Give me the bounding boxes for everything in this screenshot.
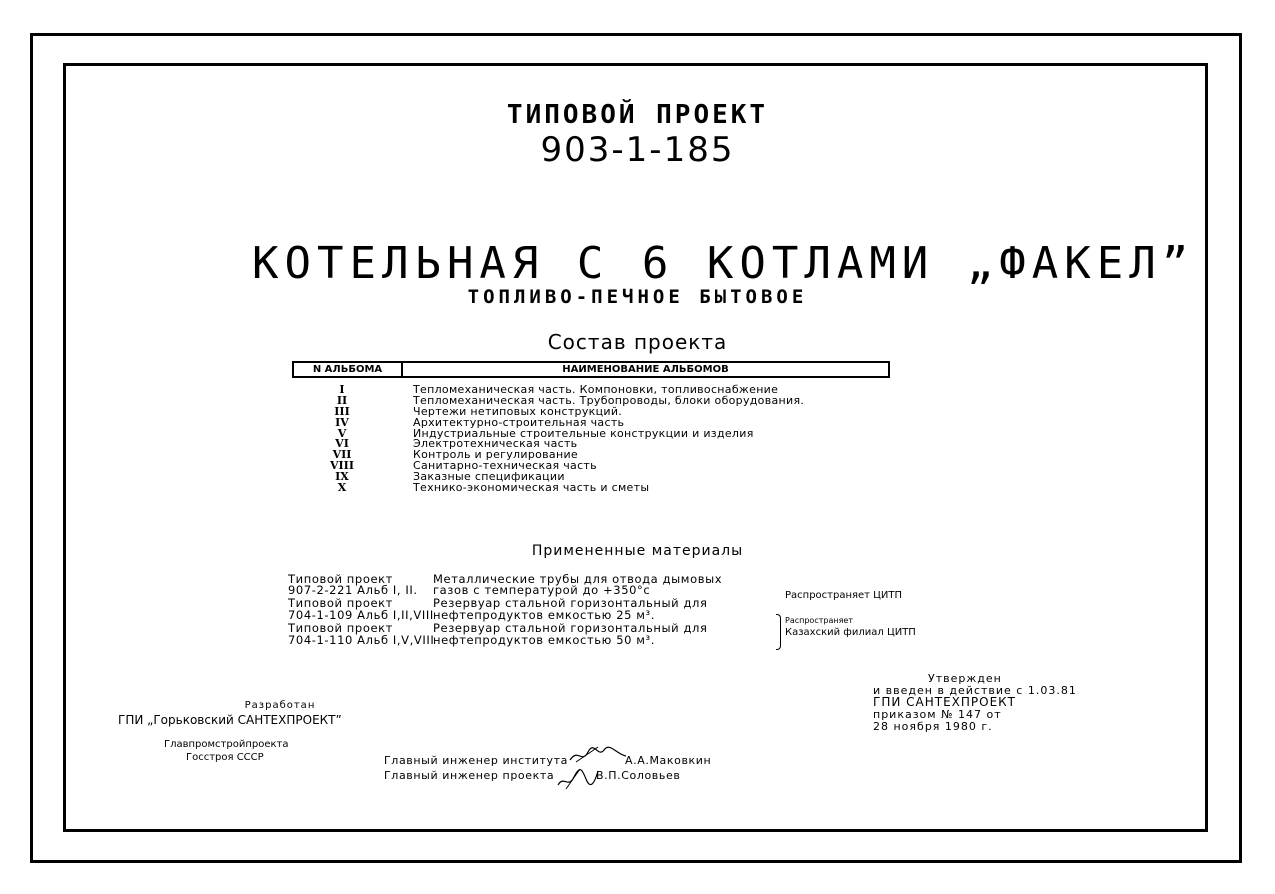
album-number: I bbox=[339, 383, 345, 396]
album-number: IX bbox=[335, 470, 349, 484]
album-name: Заказные спецификации bbox=[413, 470, 565, 484]
album-row bbox=[300, 417, 860, 428]
material-description: Резервуар стальной горизонтальный для bbox=[433, 596, 708, 610]
album-name: Чертежи нетиповых конструкций. bbox=[413, 404, 623, 418]
chief-engineer-project-name: В.П.Соловьев bbox=[596, 769, 681, 782]
material-reference: Типовой проект bbox=[288, 621, 393, 635]
album-row bbox=[300, 428, 860, 439]
material-reference: Типовой проект bbox=[288, 596, 393, 610]
material-reference: 704-1-110 Альб I,V,VIII bbox=[288, 633, 435, 647]
album-row bbox=[300, 460, 860, 471]
album-number: VIII bbox=[330, 459, 354, 473]
material-description: Металлические трубы для отвода дымовых bbox=[433, 572, 723, 586]
album-row bbox=[300, 438, 860, 449]
album-name: Тепломеханическая часть. Компоновки, топливоснабжение bbox=[413, 383, 779, 396]
project-number: 903-1-185 bbox=[540, 130, 735, 170]
albums-table-header bbox=[292, 361, 890, 378]
distributor-kazakh-branch: Казахский филиал ЦИТП bbox=[785, 627, 916, 638]
material-reference: 907-2-221 Альб I, II. bbox=[288, 583, 418, 597]
album-number-column-header: N АЛЬБОМА bbox=[294, 363, 403, 376]
albums-list bbox=[300, 384, 860, 493]
album-number: X bbox=[337, 481, 347, 495]
distributor-label: Распространяет bbox=[785, 616, 853, 625]
developer-label: Разработан bbox=[244, 700, 316, 711]
material-description: нефтепродуктов емкостью 50 м³. bbox=[433, 633, 656, 647]
materials-brace bbox=[776, 614, 781, 650]
album-number: II bbox=[336, 393, 348, 407]
album-number: V bbox=[337, 426, 347, 440]
album-row bbox=[300, 482, 860, 493]
album-name: Контроль и регулирование bbox=[413, 448, 578, 462]
approval-order: приказом № 147 от bbox=[873, 708, 1002, 721]
distributor-citp: Распространяет ЦИТП bbox=[785, 590, 903, 601]
document-title: КОТЕЛЬНАЯ С 6 КОТЛАМИ „ФАКЕЛ” bbox=[252, 238, 1195, 289]
signature-maxovkin bbox=[568, 744, 628, 766]
album-number: VII bbox=[332, 448, 352, 462]
developer-ministry: Главпромстройпроекта bbox=[164, 739, 289, 750]
approval-organization: ГПИ САНТЕХПРОЕКТ bbox=[873, 695, 1017, 709]
document-subtitle: ТОПЛИВО-ПЕЧНОЕ БЫТОВОЕ bbox=[467, 286, 808, 308]
album-name: Санитарно-техническая часть bbox=[413, 459, 597, 473]
album-name: Архитектурно-строительная часть bbox=[413, 415, 625, 429]
developer-gosstroy: Госстроя СССР bbox=[186, 752, 264, 763]
chief-engineer-institute-role: Главный инженер института bbox=[384, 754, 568, 767]
developer-institute: ГПИ „Горьковский САНТЕХПРОЕКТ” bbox=[118, 713, 342, 727]
album-name: Индустриальные строительные конструкции и изделия bbox=[413, 426, 754, 440]
material-description: газов с температурой до +350°с bbox=[433, 583, 651, 597]
approval-effective: и введен в действие с 1.03.81 bbox=[873, 684, 1077, 697]
material-reference: Типовой проект bbox=[288, 572, 393, 586]
album-number: IV bbox=[335, 415, 349, 429]
materials-heading: Примененные материалы bbox=[531, 543, 744, 559]
project-type-label: ТИПОВОЙ ПРОЕКТ bbox=[506, 100, 769, 130]
signature-solovyev bbox=[556, 765, 600, 791]
chief-engineer-project-role: Главный инженер проекта bbox=[384, 769, 555, 782]
material-description: нефтепродуктов емкостью 25 м³. bbox=[433, 608, 656, 622]
material-description: Резервуар стальной горизонтальный для bbox=[433, 621, 708, 635]
album-number: VI bbox=[335, 437, 349, 451]
approval-date: 28 ноября 1980 г. bbox=[873, 720, 993, 733]
material-reference: 704-1-109 Альб I,II,VIII bbox=[288, 608, 434, 622]
album-name: Технико-экономическая часть и сметы bbox=[413, 481, 650, 495]
chief-engineer-institute-name: А.А.Маковкин bbox=[625, 754, 712, 767]
album-name: Электротехническая часть bbox=[413, 437, 578, 451]
album-name-column-header: НАИМЕНОВАНИЕ АЛЬБОМОВ bbox=[562, 364, 729, 375]
approval-label: Утвержден bbox=[928, 672, 1002, 685]
composition-heading: Состав проекта bbox=[547, 330, 728, 354]
album-name: Тепломеханическая часть. Трубопроводы, блоки оборудования. bbox=[413, 393, 805, 407]
album-number: III bbox=[334, 404, 350, 418]
